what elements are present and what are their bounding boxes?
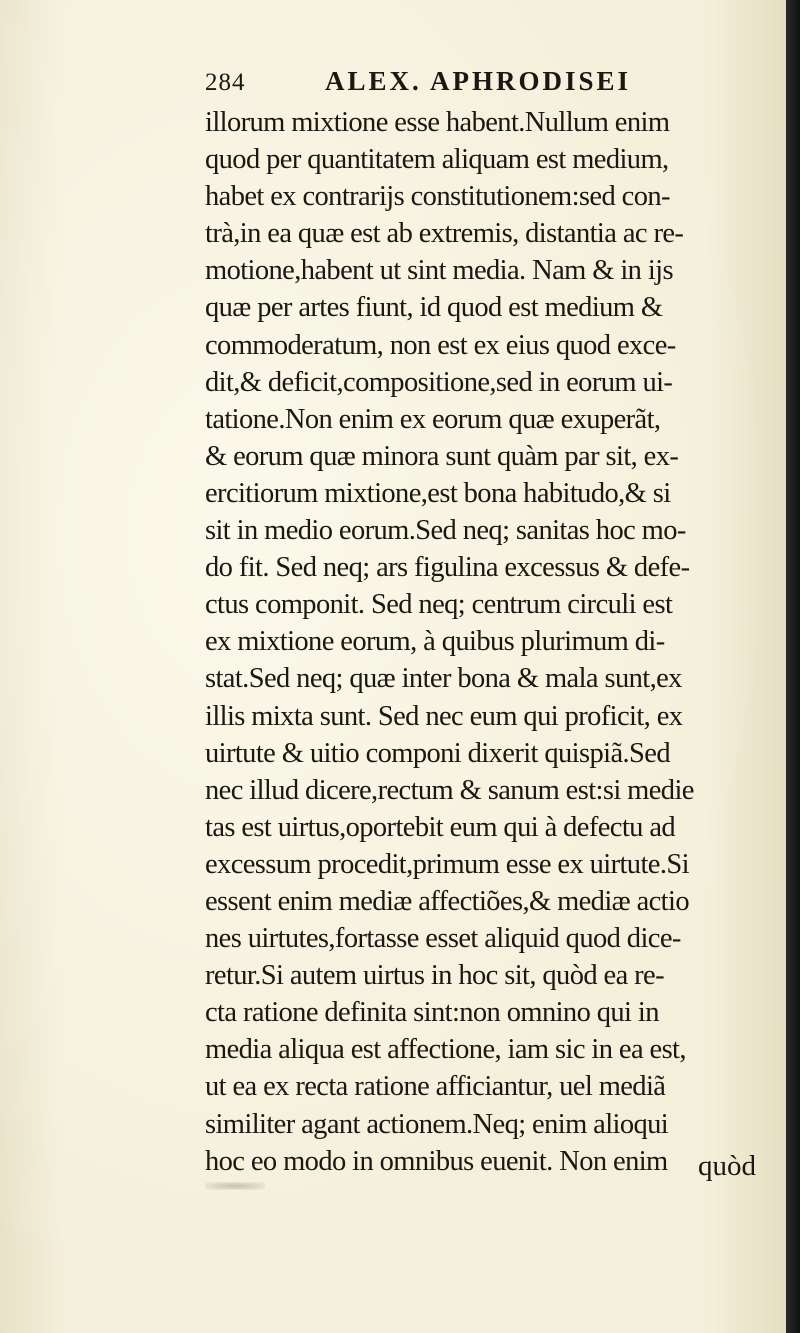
text-line: commoderatum, non est ex eius quod exce- <box>205 329 676 361</box>
text-line: quæ per artes fiunt, id quod est medium & <box>205 292 663 324</box>
text-block <box>205 66 775 1180</box>
text-line: ex mixtione eorum, à quibus plurimum di- <box>205 626 665 658</box>
text-line: retur.Si autem uirtus in hoc sit, quòd ea re- <box>205 960 664 992</box>
text-line: hoc eo modo in omnibus euenit. Non enim <box>205 1145 668 1177</box>
text-line: illorum mixtione esse habent.Nullum enim <box>205 107 670 138</box>
text-line: tas est uirtus,oportebit eum qui à defectu ad <box>205 811 676 843</box>
text-line: dit,& deficit,compositione,sed in eorum ui- <box>205 366 673 398</box>
text-line: ut ea ex recta ratione afficiantur, uel mediã <box>205 1071 666 1103</box>
running-head: ALEX. APHRODISEI <box>325 66 632 96</box>
text-line: essent enim mediæ affectiões,& mediæ actio <box>205 885 689 917</box>
scan-edge <box>786 0 800 1333</box>
text-line: nes uirtutes,fortasse esset aliquid quod dice- <box>205 923 681 955</box>
text-line: sit in medio eorum.Sed neq; sanitas hoc mo- <box>205 515 686 547</box>
catchword: quòd <box>698 1150 756 1182</box>
ink-smudge <box>205 1182 265 1190</box>
text-line: do fit. Sed neq; ars figulina excessus & defe- <box>205 552 690 584</box>
text-line: tatione.Non enim ex eorum quæ exuperãt, <box>205 403 661 435</box>
page-header <box>205 66 775 104</box>
text-line: trà,in ea quæ est ab extremis, distantia ac re- <box>205 218 684 250</box>
text-line: uirtute & uitio componi dixerit quispiã.Sed <box>205 737 670 769</box>
text-line: stat.Sed neq; quæ inter bona & mala sunt,ex <box>205 663 682 695</box>
text-line: ctus componit. Sed neq; centrum circuli est <box>205 589 673 621</box>
text-line: habet ex contrarijs constitutionem:sed con- <box>205 181 670 213</box>
page-number: 284 <box>205 69 246 96</box>
text-line: motione,habent ut sint media. Nam & in ijs <box>205 255 673 287</box>
text-line: similiter agant actionem.Neq; enim alioqui <box>205 1108 669 1140</box>
text-line: ercitiorum mixtione,est bona habitudo,& si <box>205 477 671 509</box>
text-line: quod per quantitatem aliquam est medium, <box>205 144 669 176</box>
text-line: nec illud dicere,rectum & sanum est:si medie <box>205 774 694 806</box>
text-line: illis mixta sunt. Sed nec eum qui proficit, ex <box>205 700 683 732</box>
text-line: media aliqua est affectione, iam sic in ea est, <box>205 1034 686 1066</box>
text-line: cta ratione definita sint:non omnino qui in <box>205 997 659 1029</box>
text-line: & eorum quæ minora sunt quàm par sit, ex- <box>205 440 679 472</box>
text-line: excessum procedit,primum esse ex uirtute.Si <box>205 848 689 880</box>
